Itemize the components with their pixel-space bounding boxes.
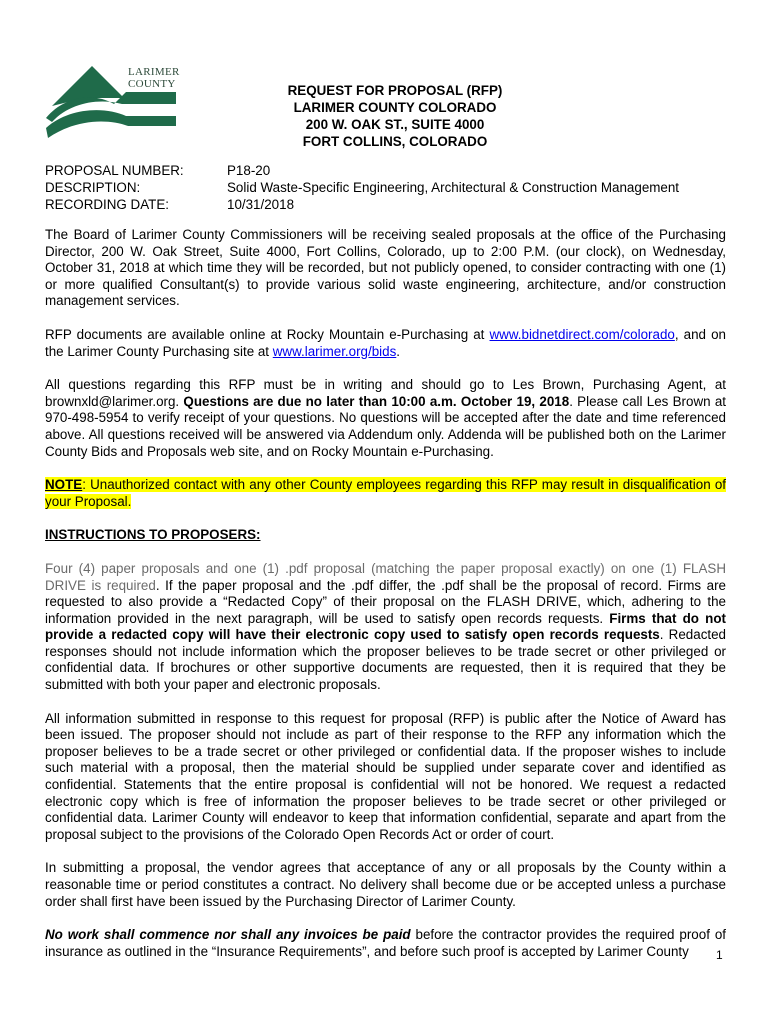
insurance-text: before the contractor provides the required proof of insurance as outlined in the “Insurance Requirements”, and before such proof is accepted by Larimer County: [45, 927, 726, 959]
documents-text-b: , and on the Larimer County Purchasing site at: [45, 326, 726, 359]
logo-line-2: COUNTY: [128, 78, 176, 90]
document-body: [45, 227, 726, 977]
redacted-warning: Firms that do not provide a redacted copy will have their electronic copy used to satisfy open records requests: [45, 610, 726, 643]
recording-date-label: RECORDING DATE:: [45, 197, 169, 212]
documents-text-a: RFP documents are available online at Rocky Mountain e-Purchasing at: [45, 326, 490, 342]
header-city: FORT COLLINS, COLORADO: [302, 134, 488, 149]
page-number: 1: [716, 948, 723, 962]
logo-text: [128, 66, 180, 90]
submission-paragraph: [45, 561, 726, 694]
description-label: DESCRIPTION:: [45, 180, 141, 195]
submission-requirement: Four (4) paper proposals and one (1) .pdf proposal (matching the paper proposal exactly) on one (1) FLASH DRIVE is required: [45, 560, 726, 593]
recording-date-row: [45, 196, 735, 213]
header-title: REQUEST FOR PROPOSAL (RFP): [287, 83, 503, 98]
description-row: [45, 179, 735, 196]
questions-text-a: All questions regarding this RFP must be in writing and should go to Les Brown, Purchasing Agent, at brownxld@larimer.org.: [45, 377, 726, 409]
header-address: 200 W. OAK ST., SUITE 4000: [305, 117, 485, 132]
questions-deadline: Questions are due no later than 10:00 a.m. October 19, 2018: [183, 393, 570, 409]
submission-text-a: . If the paper proposal and the .pdf differ, the .pdf shall be the proposal of record. Firms are requested to also provide a “Redacted Copy” of their proposal on the FLASH DRIVE, which, adhering to the information provided in the next paragraph, will be used to satisfy open records requests.: [45, 577, 727, 626]
questions-text-b: . Please call Les Brown at 970-498-5954 to verify receipt of your questions. No questions will be accepted after the date and time referenced above. All questions received will be answered via Addendum only. Addenda will be published both on the Larimer County Bids and Proposals web site, and on Rocky Mountain e-Purchasing.: [45, 393, 726, 459]
proposal-meta: [45, 162, 735, 213]
public-info-paragraph: All information submitted in response to this request for proposal (RFP) is public after the Notice of Award has been issued. The proposer should not include as part of their response to the RFP any information which the proposer believes to be a trade secret or other privileged or confidential data. If the proposer wishes to include such material with a proposal, then the material should be supplied under separate cover and identified as confidential. Statements that the entire proposal is confidential will not be honored. We request a redacted electronic copy which is free of information the proposer believes to be trade secret or other privileged or confidential data. Larimer County will endeavor to keep that information confidential, separate and apart from the proposal subject to the provisions of the Colorado Open Records Act or order of court.: [45, 710, 726, 842]
logo-line-1: LARIMER: [128, 66, 180, 78]
note-paragraph: [45, 477, 726, 510]
no-work-statement: No work shall commence nor shall any invoices be paid: [45, 927, 411, 943]
header-county: LARIMER COUNTY COLORADO: [293, 100, 497, 115]
insurance-paragraph: [45, 927, 726, 960]
larimer-bids-link[interactable]: www.larimer.org/bids: [272, 343, 397, 359]
contract-paragraph: In submitting a proposal, the vendor agrees that acceptance of any or all proposals by the County within a reasonable time or period constitutes a contract. No delivery shall become due or be accepted unless a purchase order shall first have been issued by the Purchasing Director of Larimer County.: [45, 860, 726, 909]
documents-paragraph: [45, 327, 726, 360]
proposal-number-value: P18-20: [227, 163, 271, 178]
questions-paragraph: [45, 377, 726, 460]
instructions-heading-text: INSTRUCTIONS TO PROPOSERS:: [45, 527, 261, 543]
note-text: : Unauthorized contact with any other County employees regarding this RFP may result in disqualification of your Proposal.: [45, 477, 726, 509]
proposal-number-label: PROPOSAL NUMBER:: [45, 163, 184, 178]
intro-paragraph: The Board of Larimer County Commissioners will be receiving sealed proposals at the office of the Purchasing Director, 200 W. Oak Street, Suite 4000, Fort Collins, Colorado, up to 2:00 P.M. (our clock), on Wednesday, October 31, 2018 at which time they will be recorded, but not publicly opened, to consider contracting with one (1) or more qualified Consultant(s) to provide various solid waste engineering, architecture, and/or construction management services.: [45, 227, 726, 309]
document-header: [200, 82, 590, 150]
note-label: NOTE: [45, 477, 83, 493]
submission-text-b: . Redacted responses should not include information which the proposer believes to be trade secret or other privileged or confidential data. If brochures or other supportive documents are requested, then it is required that they be submitted with both your paper and electronic proposals.: [45, 627, 727, 693]
proposal-number-row: [45, 162, 735, 179]
bidnet-link[interactable]: www.bidnetdirect.com/colorado: [489, 326, 675, 342]
recording-date-value: 10/31/2018: [227, 197, 295, 212]
description-value: Solid Waste-Specific Engineering, Architectural & Construction Management: [227, 180, 680, 195]
documents-text-c: .: [396, 343, 401, 359]
instructions-heading: [45, 527, 726, 544]
